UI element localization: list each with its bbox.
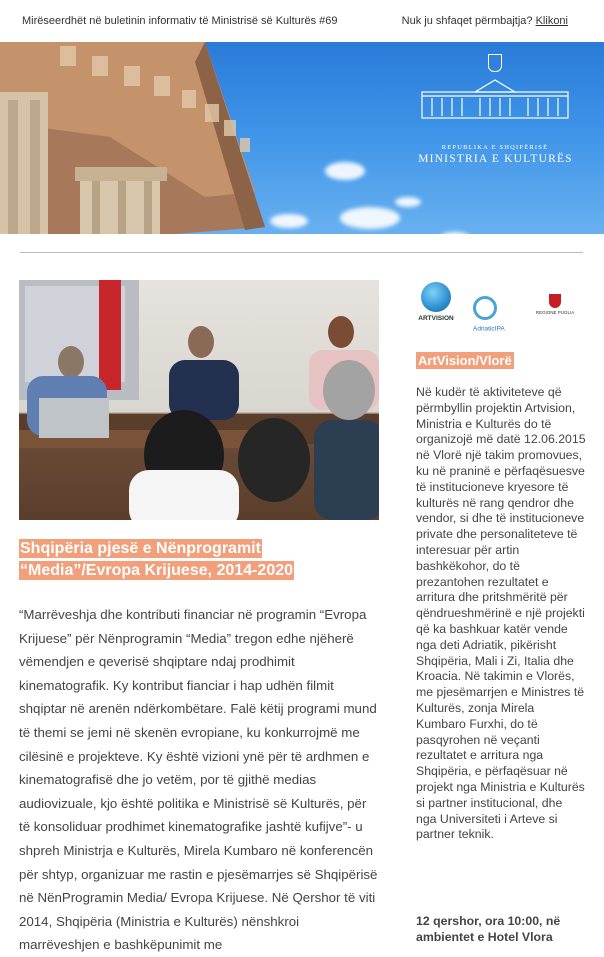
sidebar-title-text: ArtVision/Vlorë bbox=[418, 353, 512, 368]
view-online-link[interactable]: Klikoni bbox=[535, 15, 568, 27]
sidebar-body: Në kudër të aktiviteteve që përmbyllin projektin Artvision, Ministria e Kulturës do të organizojë më datë 12.06.2015 në Vlorë një takim promovues, ku në praninë e përfaqësuesve të institucioneve kryesore të kulturës në rang qendror dhe vendor, si dhe të institucioneve private dhe personaliteteve të interesuar për artin bashkëkohor, do të prezantohen rezultatet e arritura dhe pritshmëritë për qëndrueshmërinë e një projekti që ka bashkuar katër vende nga deti Adriatik, pikërisht Shqipëria, Mali i Zi, Italia dhe Kroacia. Në takimin e Vlorës, me pjesëmarrjen e Ministres të Kulturës, zonja Mirela Kumbaro Furxhi, do të pasqyrohen në veçanti rezultatet e arritura nga Shqipëria, e përfaqësuar në projekt nga Ministria e Kulturës si partner institucional, dhe nga Universiteti i Arteve si partner teknik. bbox=[416, 385, 586, 842]
artvision-label: ARTVISION bbox=[418, 315, 454, 322]
newsletter-topbar bbox=[0, 0, 604, 42]
adriatic-icon bbox=[473, 296, 497, 320]
display-help bbox=[402, 15, 568, 27]
press-conference-illustration bbox=[19, 280, 379, 520]
artvision-logo[interactable] bbox=[413, 282, 459, 328]
header-banner bbox=[0, 42, 604, 234]
ministry-label: MINISTRIA E KULTURËS bbox=[418, 153, 573, 165]
sidebar-event-info: 12 qershor, ora 10:00, në ambientet e Hotel Vlora bbox=[416, 914, 561, 944]
article-body: “Marrëveshja dhe kontributi financiar në programin “Evropa Krijuese” për Nënprogramin “Media” tregon edhe njëherë vëmendjen e qeverisë shqiptare ndaj prodhimit kinematografik. Ky kontribut fianciar i hap udhën filmit shqiptar në arenën ndërkombëtare. Falë këtij programi mund të themi se jemi në skenën evropiane, ku konkurrojmë me cilësinë e projekteve. Ky është vizioni ynë për të ardhmen e kinematografisë dhe jo vetëm, por të gjithë medias audiovizuale, kjo është politika e Ministrisë së Kulturës, për të konsoliduar prodhimet kinematografike jashtë kufijve”- u shpreh Ministrja e Kulturës, Mirela Kumbaro në konferencën për shtyp, organizuar me rastin e pjesëmarrjes së Shqipërisë në NënProgramin Media/ Evropa Krijuese. Në Qershor të viti 2014, Shqipëria (Ministria e Kulturës) nënshkroi marrëveshjen e bashkëpunimit me bbox=[19, 607, 378, 953]
partner-logos bbox=[413, 280, 583, 333]
adriatic-label: AdriaticIPA bbox=[473, 325, 505, 333]
ministry-building-icon bbox=[420, 76, 570, 122]
welcome-text: Mirëseerdhët në buletinin informativ të Ministrisë së Kulturës #69 bbox=[22, 15, 338, 27]
puglia-label: REGIONE PUGLIA bbox=[535, 310, 575, 315]
republic-label: REPUBLIKA E SHQIPËRISË bbox=[441, 144, 549, 151]
puglia-crest-icon bbox=[549, 294, 561, 308]
article-title[interactable] bbox=[19, 538, 379, 582]
article-title-text: Shqipëria pjesë e Nënprogramit “Media”/Evropa Krijuese, 2014-2020 bbox=[20, 540, 294, 579]
artvision-icon bbox=[421, 282, 451, 312]
coat-of-arms-icon bbox=[488, 54, 502, 72]
press-conference-photo bbox=[19, 280, 379, 520]
adriatic-ipa-logo[interactable] bbox=[473, 296, 519, 333]
sidebar-title[interactable] bbox=[416, 353, 514, 368]
building-architecture bbox=[0, 42, 604, 234]
display-question: Nuk ju shfaqet përmbajtja? bbox=[401, 15, 533, 27]
regione-puglia-logo[interactable] bbox=[531, 294, 579, 324]
section-divider bbox=[20, 252, 583, 253]
